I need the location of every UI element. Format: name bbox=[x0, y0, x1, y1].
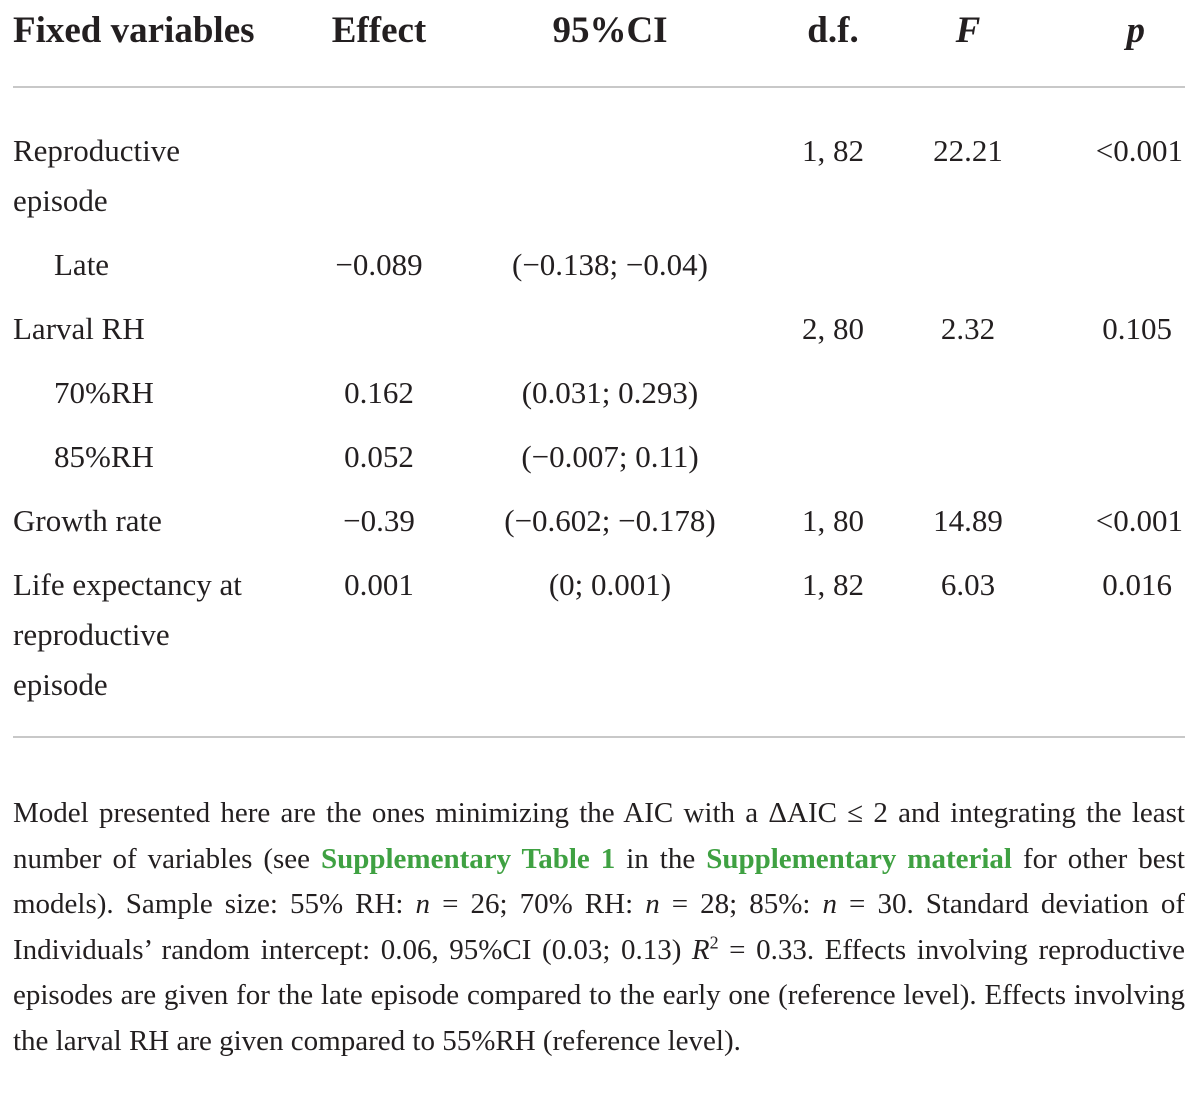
cell-df: 1, 82 bbox=[771, 546, 895, 737]
cell-variable: Larval RH bbox=[13, 311, 145, 346]
footnote-text: Model presented here are the ones minimizing the AIC with a ΔAIC ≤ 2 and integrating the least number of variables (see bbox=[13, 797, 1185, 875]
cell-f bbox=[895, 354, 1041, 418]
cell-df bbox=[771, 354, 895, 418]
table-row bbox=[13, 418, 1185, 482]
cell-ci bbox=[449, 87, 771, 226]
header-ci: 95%CI bbox=[449, 0, 771, 87]
header-fixed-variables: Fixed variables bbox=[13, 0, 309, 87]
footnote-text: in the bbox=[615, 842, 707, 875]
header-f: F bbox=[895, 0, 1041, 87]
table-row bbox=[13, 354, 1185, 418]
table-row bbox=[13, 87, 1185, 226]
cell-effect: −0.39 bbox=[343, 503, 415, 538]
table-row bbox=[13, 546, 1185, 737]
cell-variable: 85%RH bbox=[54, 439, 154, 474]
cell-df: 1, 82 bbox=[802, 133, 864, 168]
cell-f: 6.03 bbox=[895, 546, 1041, 737]
cell-variable: Reproductive episode bbox=[13, 133, 181, 218]
cell-df: 2, 80 bbox=[802, 311, 864, 346]
n-symbol: n bbox=[822, 888, 837, 920]
r-superscript: 2 bbox=[709, 931, 719, 952]
table-row bbox=[13, 226, 1185, 290]
table-body bbox=[13, 87, 1185, 737]
n-symbol: n bbox=[645, 888, 660, 920]
results-table bbox=[13, 0, 1185, 738]
cell-variable: Late bbox=[54, 247, 110, 282]
cell-p bbox=[1041, 418, 1185, 482]
cell-f bbox=[895, 418, 1041, 482]
cell-f: 14.89 bbox=[933, 503, 1003, 538]
cell-f: 22.21 bbox=[933, 133, 1003, 168]
cell-effect bbox=[309, 87, 449, 226]
r-symbol: R bbox=[691, 933, 710, 966]
cell-f bbox=[895, 226, 1041, 290]
footnote-text: = 0.33. Effects involving reproductive episodes are given for the late episode compared to the early one (reference level). Effects involving the larval RH are given compared to 55%RH (reference level). bbox=[13, 933, 1185, 1057]
table-row bbox=[13, 290, 1185, 354]
cell-df: 1, 80 bbox=[802, 503, 864, 538]
footnote-text: = 30. Standard deviation of Individuals’ random intercept: 0.06, 95%CI (0.03; 0.13) bbox=[13, 888, 1185, 966]
cell-effect: 0.162 bbox=[344, 375, 414, 410]
cell-variable: 70%RH bbox=[54, 375, 154, 410]
table-row bbox=[13, 482, 1185, 546]
n-symbol: n bbox=[415, 888, 431, 920]
table-footnote bbox=[13, 791, 1185, 1064]
supplementary-table-link[interactable]: Supplementary Table 1 bbox=[320, 842, 616, 875]
cell-df bbox=[771, 226, 895, 290]
footnote-text: = 26; 70% RH: bbox=[430, 888, 646, 920]
cell-variable: Growth rate bbox=[13, 503, 162, 538]
cell-p: <0.001 bbox=[1095, 133, 1183, 168]
cell-p: 0.016 bbox=[1041, 546, 1185, 737]
cell-ci: (−0.007; 0.11) bbox=[521, 439, 699, 474]
cell-ci bbox=[449, 290, 771, 354]
cell-effect: 0.052 bbox=[344, 439, 414, 474]
cell-effect bbox=[309, 290, 449, 354]
cell-effect: 0.001 bbox=[309, 546, 449, 737]
cell-p bbox=[1041, 226, 1185, 290]
cell-ci: (0; 0.001) bbox=[449, 546, 771, 737]
header-effect: Effect bbox=[309, 0, 449, 87]
cell-df bbox=[771, 418, 895, 482]
cell-p bbox=[1041, 354, 1185, 418]
cell-ci: (0.031; 0.293) bbox=[521, 375, 699, 410]
cell-ci: (−0.602; −0.178) bbox=[504, 503, 716, 538]
supplementary-material-link[interactable]: Supplementary material bbox=[706, 842, 1012, 875]
header-p: p bbox=[1041, 0, 1185, 87]
cell-p: <0.001 bbox=[1095, 503, 1183, 538]
footnote-text: = 28; 85%: bbox=[659, 888, 823, 920]
footnote-text: for other best models). Sample size: 55% RH: bbox=[13, 842, 1185, 920]
cell-variable: Life expectancy at reproductive episode bbox=[13, 546, 309, 737]
cell-ci: (−0.138; −0.04) bbox=[512, 247, 708, 282]
cell-f: 2.32 bbox=[940, 311, 996, 346]
header-df: d.f. bbox=[771, 0, 895, 87]
cell-effect: −0.089 bbox=[335, 247, 423, 282]
table-header bbox=[13, 0, 1185, 87]
cell-p: 0.105 bbox=[1102, 311, 1172, 346]
